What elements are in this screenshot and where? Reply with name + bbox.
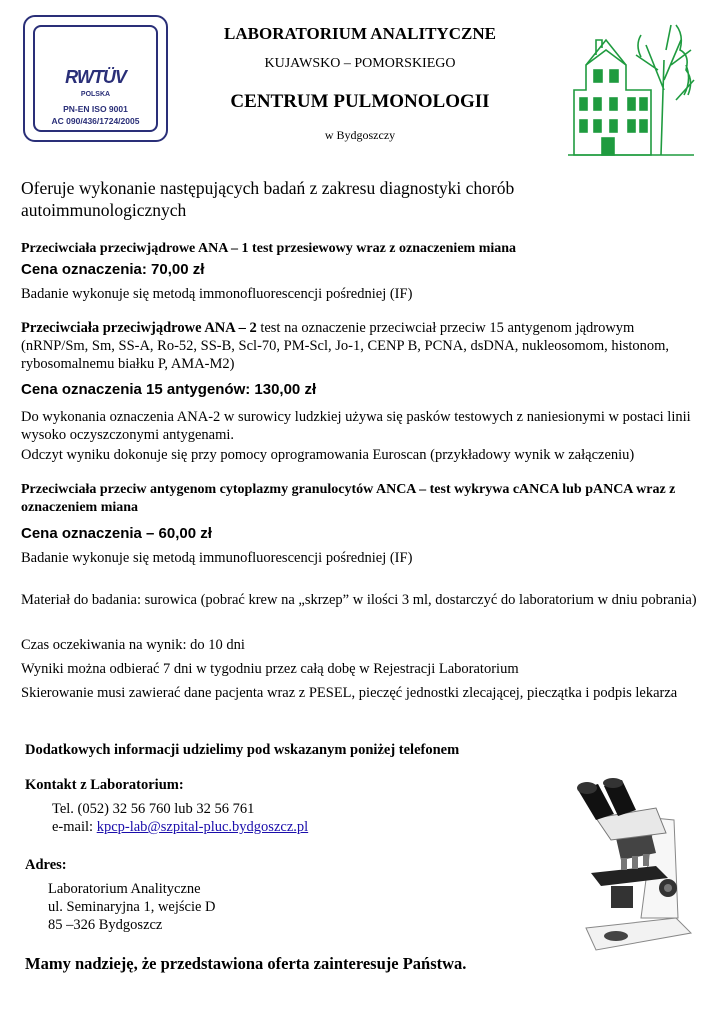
address-line2: ul. Seminaryjna 1, wejście D [48,899,216,915]
test3-price: Cena oznaczenia – 60,00 zł [21,525,212,542]
test2-title-rest: test na oznaczenie przeciwciał przeciw 15 antygenom jądrowym (nRNP/Sm, Sm, SS-A, Ro-52, SS-B, Scl-70, PM-Scl, Jo-1, CENP B, PCNA, dsDNA, nukleosomom, histonom, rybosomalnemu białku P, AMA-M2) [21,320,670,372]
test2-title-bold: Przeciwciała przeciwjądrowe ANA – 2 [21,320,257,336]
test1-method: Badanie wykonuje się metodą immonofluorescencji pośredniej (IF) [21,286,413,302]
more-info-text: Dodatkowych informacji udzielimy pod wskazanym poniżej telefonem [25,742,460,758]
center-title: CENTRUM PULMONOLOGII [230,91,490,112]
results-info: Wyniki można odbierać 7 dni w tygodniu przez całą dobę w Rejestracji Laboratorium [21,661,519,677]
region-title: KUJAWSKO – POMORSKIEGO [264,56,456,71]
closing-text: Mamy nadzieję, że przedstawiona oferta zainteresuje Państwa. [25,954,467,973]
intro-text: Oferuje wykonanie następujących badań z zakresu diagnostyki chorób autoimmunologicznych [21,178,515,220]
contact-email-line [52,818,532,836]
test2-price: Cena oznaczenia 15 antygenów: 130,00 zł [21,381,317,398]
contact-heading: Kontakt z Laboratorium: [25,777,184,793]
hospital-building-logo [566,20,696,160]
certificate-logo [23,15,168,142]
test1-title: Przeciwciała przeciwjądrowe ANA – 1 test przesiewowy wraz z oznaczeniem miana [21,241,517,256]
certificate-standard: PN-EN ISO 9001 [63,104,128,114]
test1-price: Cena oznaczenia: 70,00 zł [21,261,205,278]
city-subtitle: w Bydgoszczy [324,128,396,142]
certificate-number: AC 090/436/1724/2005 [51,116,140,126]
certificate-logo-inner [33,25,158,132]
lab-title: LABORATORIUM ANALITYCZNE [224,24,496,43]
test3-title: Przeciwciała przeciw antygenom cytoplazmy granulocytów ANCA – test wykrywa cANCA lub pANCA wraz z oznaczeniem miana [21,482,676,515]
certificate-country: POLSKA [80,91,111,98]
email-label: e-mail: [52,819,97,835]
address-line1: Laboratorium Analityczne [48,881,201,897]
email-link[interactable]: kpcp-lab@szpital-pluc.bydgoszcz.pl [96,819,309,835]
microscope-image [556,778,696,956]
certificate-brand: RWTÜV [65,67,126,87]
material-info: Materiał do badania: surowica (pobrać krew na „skrzep” w ilości 3 ml, dostarczyć do laboratorium w dniu pobrania) [21,592,697,608]
address-line3: 85 –326 Bydgoszcz [48,917,163,933]
test2-readout: Odczyt wyniku dokonuje się przy pomocy oprogramowania Euroscan (przykładowy wynik w załączeniu) [21,447,635,463]
test2-title [21,319,701,373]
address-heading: Adres: [25,857,67,873]
contact-phone: Tel. (052) 32 56 760 lub 32 56 761 [52,801,255,817]
referral-info: Skierowanie musi zawierać dane pacjenta wraz z PESEL, pieczęć jednostki zlecającej, pieczątka i podpis lekarza [21,685,678,701]
test2-description: Do wykonania oznaczenia ANA-2 w surowicy ludzkiej używa się pasków testowych z naniesionymi w postaci linii wysoko oczyszczonymi antygenami. [21,409,691,443]
wait-time-info: Czas oczekiwania na wynik: do 10 dni [21,637,245,653]
test3-method: Badanie wykonuje się metodą immunofluorescencji pośredniej (IF) [21,550,413,566]
